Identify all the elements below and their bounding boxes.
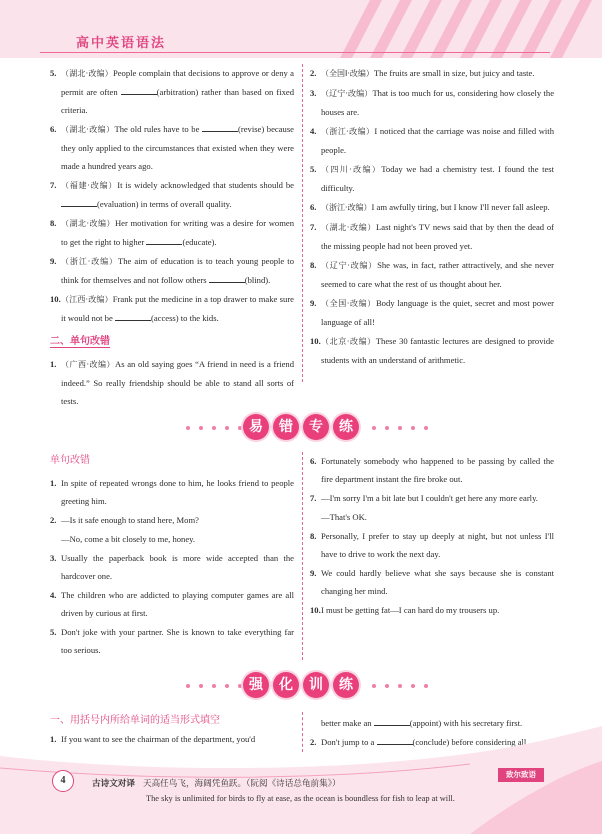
header-stripes	[330, 0, 602, 58]
fill-question-1: 1. If you want to see the chairman of the department, you'd	[50, 734, 256, 744]
practice-question-1: 1. In spite of repeated wrongs done to him, he looks friend to people greeting him.	[50, 478, 294, 506]
page-number: 4	[52, 770, 74, 792]
answer-blank[interactable]	[209, 272, 245, 283]
error-question-10: 10. （北京·改编）These 30 fantastic lectures are designed to provide students with an understand of arithmetic.	[310, 336, 554, 365]
answer-blank[interactable]	[202, 121, 238, 132]
fill-question-2: 2. Don't jump to a (conclude) before considering all	[310, 733, 554, 751]
middle-left-column	[50, 452, 294, 660]
section-heading-error-correction: 二、单句改错	[50, 336, 110, 347]
error-question-6: 6. （浙江·改编）I am awfully tiring, but I know I'll never fall asleep.	[310, 202, 550, 212]
question-7: 7. （福建·改编）It is widely acknowledged that students should be (evaluation) in terms of overall quality.	[50, 180, 294, 209]
banner-title: 强 化 训 练	[243, 672, 359, 698]
error-question-7: 7. （湖北·改编）Last night's TV news said that by then the dead of the missing people had not been proved yet.	[310, 222, 554, 251]
error-question-1: 1. （广西·改编）As an old saying goes “A friend in need is a friend indeed.” So really friendship should be able to stand all sorts of tests.	[50, 359, 294, 406]
banner-common-errors	[0, 414, 602, 442]
answer-blank[interactable]	[61, 196, 97, 207]
practice-question-5: 5. Don't joke with your partner. She is known to take everything far too serious.	[50, 627, 294, 655]
banner-dots-right	[372, 684, 428, 688]
practice-question-8: 8. Personally, I prefer to stay up deeply at night, but not unless I'll have to drive to work the next day.	[310, 531, 554, 559]
column-divider-top	[302, 64, 303, 382]
answer-blank[interactable]	[115, 310, 151, 321]
practice-question-4: 4. The children who are addicted to playing computer games are all driven by curious at first.	[50, 590, 294, 618]
answer-blank[interactable]	[146, 234, 182, 245]
fill-question-1-cont: better make an (appoint) with his secretary first.	[310, 714, 554, 732]
footer-quote-en: The sky is unlimited for birds to fly at ease, as the ocean is boundless for fish to leap at will.	[146, 794, 455, 803]
banner-dots-left	[186, 684, 242, 688]
question-5: 5. （湖北·改编）People complain that decisions to approve or deny a permit are often (arbitration) rather than based on fixed criteria.	[50, 68, 294, 115]
question-9: 9. （浙江·改编）The aim of education is to teach young people to think for themselves and not follow others (blind).	[50, 256, 294, 285]
error-question-4: 4. （浙江·改编）I noticed that the carriage was noise and filled with people.	[310, 126, 554, 155]
banner-dots-left	[186, 426, 242, 430]
error-question-5: 5. （四川·改编）Today we had a chemistry test. I found the test difficulty.	[310, 164, 555, 193]
header-title: 高中英语语法	[76, 36, 167, 51]
question-6: 6. （湖北·改编）The old rules have to be (revise) because they only applied to the circumstances that existed when they were made a hundred years ago.	[50, 120, 294, 175]
error-question-2: 2. （全国Ⅰ·改编）The fruits are small in size, but juicy and taste.	[310, 68, 535, 78]
practice-question-10: 10. I must be getting fat—I can hard do my trousers up.	[310, 605, 500, 615]
question-10: 10. （江西·改编）Frank put the medicine in a top drawer to make sure it would not be (access) to the kids.	[50, 294, 294, 323]
footer-tag: 致尔致语	[498, 768, 544, 782]
practice-question-7: 7. —I'm sorry I'm a bit late but I couldn't get here any more early.	[310, 493, 538, 503]
footer-quote-cn: 古诗文对译 天高任鸟飞，海阔凭鱼跃。（阮阅《诗话总龟前集》）	[92, 779, 341, 789]
practice-question-2-reply: —No, come a bit closely to me, honey.	[61, 534, 196, 544]
section-heading-fill-in: 一、用括号内所给单词的适当形式填空	[50, 715, 220, 726]
error-question-3: 3. （辽宁·改编）That is too much for us, considering how closely the houses are.	[310, 88, 555, 117]
error-question-8: 8. （辽宁·改编）She was, in fact, rather attractively, and she never seemed to care what the rest of us thought about her.	[310, 260, 554, 289]
answer-blank[interactable]	[121, 84, 157, 95]
top-left-column	[50, 64, 294, 410]
section-heading-single-sentence: 单句改错	[50, 455, 90, 466]
banner-title: 易 错 专 练	[243, 414, 359, 440]
banner-dots-right	[372, 426, 428, 430]
header-rule	[40, 52, 550, 53]
question-8: 8. （湖北·改编）Her motivation for writing was a desire for women to get the right to higher (educate).	[50, 218, 295, 247]
practice-question-3: 3. Usually the paperback book is more wide accepted than the hardcover one.	[50, 553, 294, 581]
practice-question-2: 2. —Is it safe enough to stand here, Mom?	[50, 515, 199, 525]
middle-right-column	[310, 452, 554, 620]
top-right-column	[310, 64, 554, 370]
practice-question-9: 9. We could hardly believe what she says because she is constant changing her mind.	[310, 568, 554, 596]
error-question-9: 9. （全国·改编）Body language is the quiet, secret and most power language of all!	[310, 298, 555, 327]
practice-question-7-reply: —That's OK.	[321, 512, 367, 522]
practice-question-6: 6. Fortunately somebody who happened to be passing by called the fire department instant the fire broke out.	[310, 456, 554, 484]
column-divider-middle	[302, 452, 303, 660]
banner-intensive-training	[0, 672, 602, 700]
